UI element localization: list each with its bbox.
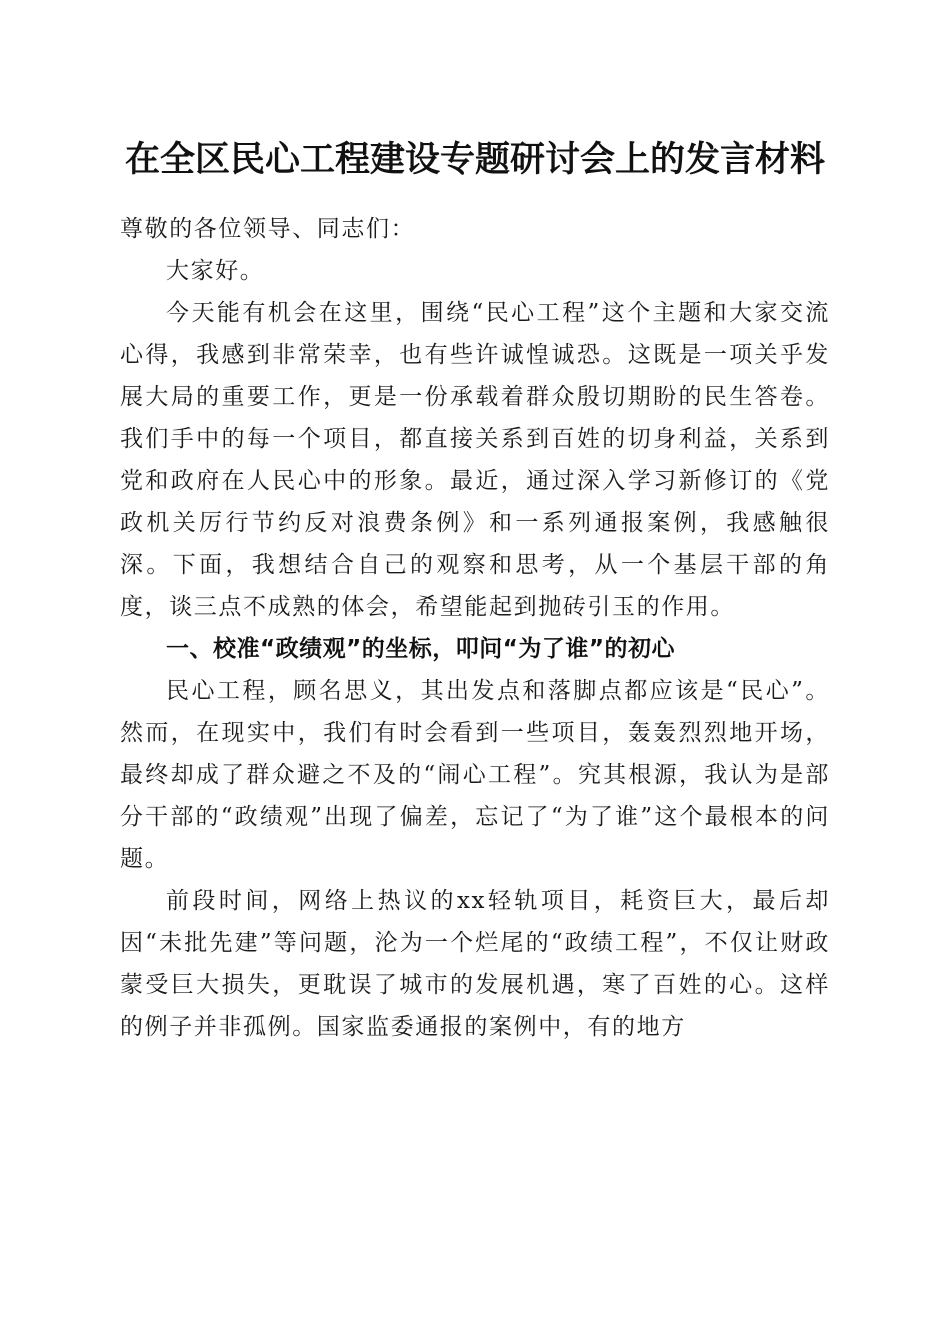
section-heading-1: 一、校准“政绩观”的坐标，叩问“为了谁”的初心 (166, 636, 675, 662)
document-title: 在全区民心工程建设专题研讨会上的发言材料 (124, 139, 825, 180)
section-1-paragraph: 前段时间，网络上热议的xx轻轨项目，耗资巨大，最后却因“未批先建”等问题，沦为一个烂尾的“政绩工程”，不仅让财政蒙受巨大损失，更耽误了城市的发展机遇，寒了百姓的心。这样的例子并非孤例。国家监委通报的案例中，有的地方 (120, 888, 830, 1040)
greeting: 大家好。 (166, 258, 265, 284)
document-body (120, 208, 830, 1048)
intro-paragraph: 今天能有机会在这里，围绕“民心工程”这个主题和大家交流心得，我感到非常荣幸，也有些许诚惶诚恐。这既是一项关乎发展大局的重要工作，更是一份承载着群众殷切期盼的民生答卷。我们手中的每一个项目，都直接关系到百姓的切身利益，关系到党和政府在人民心中的形象。最近，通过深入学习新修订的《党政机关厉行节约反对浪费条例》和一系列通报案例，我感触很深。下面，我想结合自己的观察和思考，从一个基层干部的角度，谈三点不成熟的体会，希望能起到抛砖引玉的作用。 (120, 300, 830, 620)
section-1-paragraph: 民心工程，顾名思义，其出发点和落脚点都应该是“民心”。然而，在现实中，我们有时会看到一些项目，轰轰烈烈地开场，最终却成了群众避之不及的“闹心工程”。究其根源，我认为是部分干部的“政绩观”出现了偏差，忘记了“为了谁”这个最根本的问题。 (120, 678, 830, 872)
salutation: 尊敬的各位领导、同志们： (120, 216, 416, 242)
